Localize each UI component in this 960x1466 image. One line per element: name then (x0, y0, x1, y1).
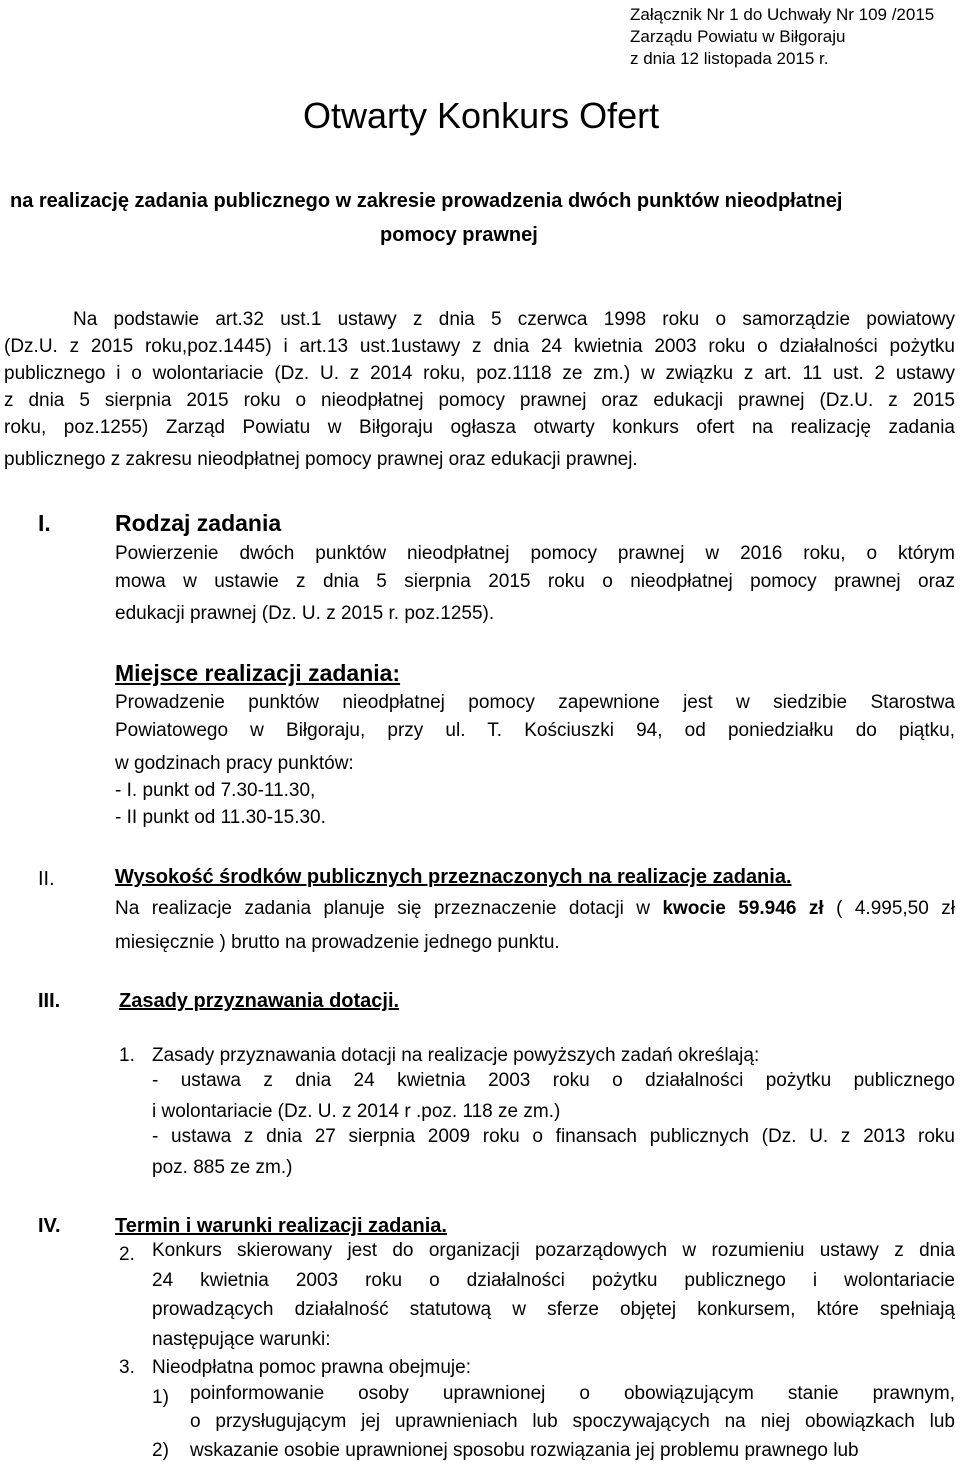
place-line-5: - II punkt od 11.30-15.30. (115, 807, 326, 828)
section-4-sub-2-number: 2) (152, 1440, 169, 1461)
intro-line-5: roku, poz.1255) Zarząd Powiatu w Biłgoraju ogłasza otwarty konkurs ofert na realizację zadania (4, 417, 955, 438)
attachment-header (630, 4, 934, 70)
section-3-item-line-3: i wolontariacie (Dz. U. z 2014 r .poz. 118 ze zm.) (152, 1101, 561, 1122)
page-title: Otwarty Konkurs Ofert (303, 95, 660, 136)
section-4-sub-1-line-2: o przysługującym jej uprawnieniach lub spoczywających na niej obowiązkach lub (190, 1411, 955, 1432)
subtitle-line-2: pomocy prawnej (380, 224, 538, 246)
section-4-sub-1-number: 1) (152, 1387, 169, 1408)
section-2-text-a: Na realizacje zadania planuje się przeznaczenie dotacji w (115, 898, 663, 919)
place-line-4: - I. punkt od 7.30-11.30, (115, 780, 316, 801)
section-4-item-2-number: 2. (119, 1244, 135, 1265)
intro-line-4: z dnia 5 sierpnia 2015 roku o nieodpłatnej pomocy prawnej oraz edukacji prawnej (Dz.U. z 2015 (4, 390, 955, 411)
header-line-3: z dnia 12 listopada 2015 r. (630, 49, 829, 68)
section-3-item-line-1: Zasady przyznawania dotacji na realizacje powyższych zadań określają: (152, 1045, 760, 1066)
section-3-item-number: 1. (119, 1045, 135, 1066)
place-heading (115, 658, 400, 688)
section-3-number: III. (38, 990, 61, 1012)
section-2-line-1 (115, 898, 955, 925)
section-2-number: II. (38, 868, 55, 890)
place-line-3: w godzinach pracy punktów: (115, 753, 354, 774)
section-4-number: IV. (38, 1215, 61, 1237)
subtitle-line-1: na realizację zadania publicznego w zakresie prowadzenia dwóch punktów nieodpłatnej (10, 190, 843, 212)
intro-line-1: Na podstawie art.32 ust.1 ustawy z dnia 5 czerwca 1998 roku o samorządzie powiatowy (73, 309, 955, 330)
section-3-heading (119, 988, 399, 1014)
intro-line-6: publicznego z zakresu nieodpłatnej pomocy prawnej oraz edukacji prawnej. (4, 449, 638, 470)
section-1-heading: Rodzaj zadania (115, 510, 282, 536)
section-2-amount: kwocie 59.946 zł (662, 898, 824, 919)
section-4-sub-1-line-1: poinformowanie osoby uprawnionej o obowiązującym stanie prawnym, (190, 1383, 955, 1404)
intro-line-2: (Dz.U. z 2015 roku,poz.1445) i art.13 ust.1ustawy z dnia 24 kwietnia 2003 roku o działalności pożytku (4, 336, 955, 357)
intro-line-3: publicznego i o wolontariacie (Dz. U. z 2014 roku, poz.1118 ze zm.) w związku z art. 11 ust. 2 ustawy (4, 363, 955, 384)
section-2-heading (115, 864, 792, 890)
section-4-sub-2-line-1: wskazanie osobie uprawnionej sposobu rozwiązania jej problemu prawnego lub (190, 1440, 859, 1461)
section-4-item-2-line-4: następujące warunki: (152, 1329, 331, 1350)
section-4-item-2-line-2: 24 kwietnia 2003 roku o działalności pożytku publicznego i wolontariacie (152, 1270, 955, 1291)
section-2-heading-text: Wysokość środków publicznych przeznaczonych na realizacje zadania. (115, 866, 792, 888)
place-line-1: Prowadzenie punktów nieodpłatnej pomocy zapewnione jest w siedzibie Starostwa (115, 692, 955, 713)
header-line-1: Załącznik Nr 1 do Uchwały Nr 109 /2015 (630, 5, 935, 24)
section-4-heading-text: Termin i warunki realizacji zadania. (115, 1215, 447, 1237)
section-1-line-3: edukacji prawnej (Dz. U. z 2015 r. poz.1255). (115, 603, 495, 624)
section-1-number: I. (38, 510, 51, 536)
section-4-item-2-line-3: prowadzących działalność statutową w sferze objętej konkursem, które spełniają (152, 1299, 955, 1320)
section-1-line-2: mowa w ustawie z dnia 5 sierpnia 2015 roku o nieodpłatnej pomocy prawnej oraz (115, 571, 955, 592)
section-2-text-c: ( 4.995,50 zł (823, 898, 955, 919)
section-4-item-3-number: 3. (119, 1357, 135, 1378)
header-line-2: Zarządu Powiatu w Biłgoraju (630, 27, 846, 46)
section-3-item-line-2: - ustawa z dnia 24 kwietnia 2003 roku o działalności pożytku publicznego (152, 1070, 955, 1091)
section-3-item-line-4: - ustawa z dnia 27 sierpnia 2009 roku o finansach publicznych (Dz. U. z 2013 roku (152, 1126, 955, 1147)
section-4-heading (115, 1213, 447, 1239)
section-3-heading-text: Zasady przyznawania dotacji. (119, 990, 400, 1012)
place-heading-text: Miejsce realizacji zadania: (115, 660, 401, 686)
place-line-2: Powiatowego w Biłgoraju, przy ul. T. Kościuszki 94, od poniedziałku do piątku, (115, 720, 955, 741)
section-4-item-3-line-1: Nieodpłatna pomoc prawna obejmuje: (152, 1357, 471, 1378)
section-1-line-1: Powierzenie dwóch punktów nieodpłatnej pomocy prawnej w 2016 roku, o którym (115, 543, 955, 564)
section-4-item-2-line-1: Konkurs skierowany jest do organizacji pozarządowych w rozumieniu ustawy z dnia (152, 1240, 955, 1261)
section-2-line-2: miesięcznie ) brutto na prowadzenie jednego punktu. (115, 932, 560, 953)
section-3-item-line-5: poz. 885 ze zm.) (152, 1157, 293, 1178)
